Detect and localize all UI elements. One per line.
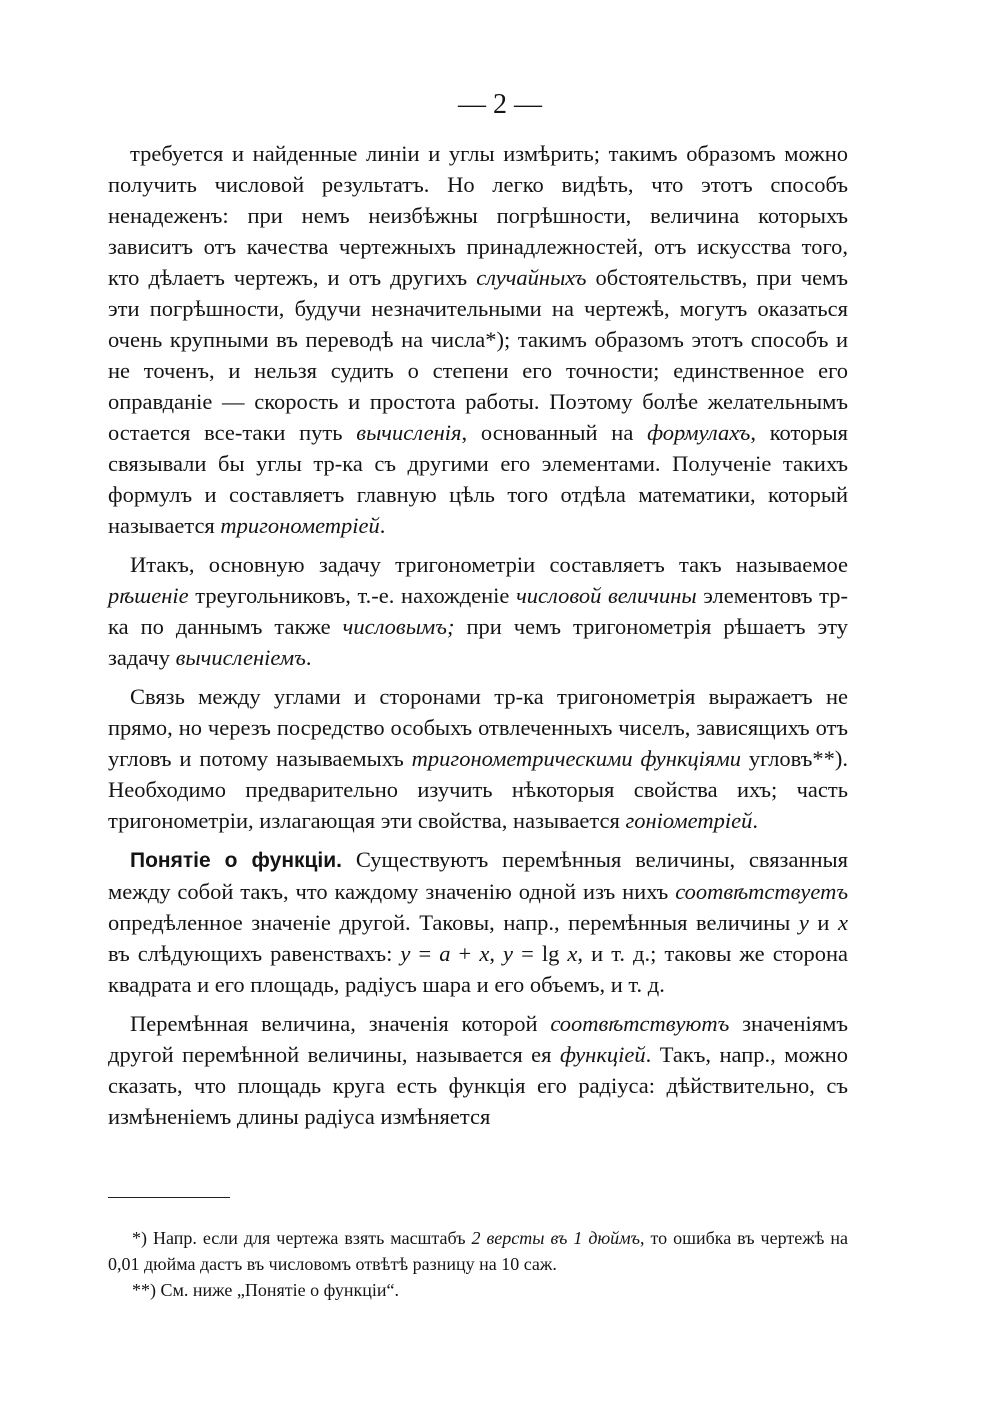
footnote-divider bbox=[108, 1197, 230, 1198]
paragraph: Связь между углами и сторонами тр-ка тригонометрія выражаетъ не прямо, но черезъ посредство особыхъ отвлеченныхъ чиселъ, зависящихъ отъ угловъ и потому называемыхъ тригонометрическими функціями угловъ**). Необходимо предварительно изучить нѣкоторыя свойства ихъ; часть тригонометріи, излагающая эти свойства, называется гоніометріей. bbox=[108, 684, 848, 833]
paragraph: требуется и найденные линіи и углы измѣрить; такимъ образомъ можно получить числовой результатъ. Но легко видѣть, что этотъ способъ ненадеженъ: при немъ неизбѣжны погрѣшности, величина которыхъ зависитъ отъ качества чертежныхъ принадлежностей, отъ искусства того, кто дѣлаетъ чертежъ, и отъ другихъ случайныхъ обстоятельствъ, при чемъ эти погрѣшности, будучи незначительными на чертежѣ, могутъ оказаться очень крупными въ переводѣ на числа*); такимъ образомъ этотъ способъ и не точенъ, и нельзя судить о степени его точности; единственное его оправданіе — скорость и простота работы. Поэтому болѣе желательнымъ остается все-таки путь вычисленія, основанный на формулахъ, которыя связывали бы углы тр-ка съ другими его элементами. Полученіе такихъ формулъ и составляетъ главную цѣль того отдѣла математики, который называется тригонометріей. bbox=[108, 141, 848, 538]
footnote-1: *) Напр. если для чертежа взять масштабъ 2 версты въ 1 дюймъ, то ошибка въ чертежѣ на 0,01 дюйма дастъ въ числовомъ отвѣтѣ разницу на 10 саж. bbox=[108, 1228, 849, 1274]
paragraph-function-concept: Понятіе о функціи. Существуютъ перемѣнныя величины, связанныя между собой такъ, что каждому значенію одной изъ нихъ соотвѣтствуетъ опредѣленное значеніе другой. Таковы, напр., перемѣнныя величины y и x въ слѣдующихъ равенствахъ: y = a + x, y = lg x, и т. д.; таковы же сторона квадрата и его площадь, радіусъ шара и его объемъ, и т. д. bbox=[108, 847, 848, 997]
section-heading: Понятіе о функціи. bbox=[130, 849, 342, 872]
footnote-2: **) См. ниже „Понятіе о функціи“. bbox=[132, 1280, 399, 1300]
main-text bbox=[108, 138, 848, 1140]
paragraph: Перемѣнная величина, значенія которой соотвѣтствуютъ значеніямъ другой перемѣнной величины, называется ея функціей. Такъ, напр., можно сказать, что площадь круга есть функція его радіуса: дѣйствительно, съ измѣненіемъ длины радіуса измѣняется bbox=[108, 1011, 848, 1129]
footnotes bbox=[108, 1225, 848, 1303]
paragraph: Итакъ, основную задачу тригонометріи составляетъ такъ называемое рѣшеніе треугольниковъ, т.-е. нахожденіе числовой величины элементовъ тр-ка по даннымъ также числовымъ; при чемъ тригонометрія рѣшаетъ эту задачу вычисленіемъ. bbox=[108, 552, 848, 670]
page-number: — 2 — bbox=[458, 89, 542, 120]
